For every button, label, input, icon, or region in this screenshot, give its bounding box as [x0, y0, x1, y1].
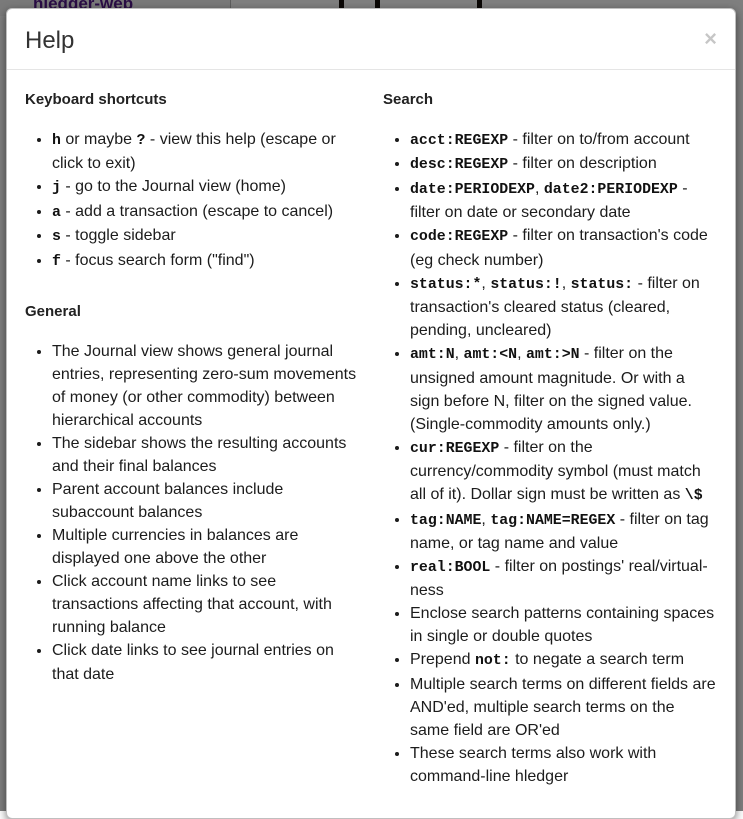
code-term: real:BOOL [410, 559, 491, 576]
code-term: status:! [490, 276, 562, 293]
code-term: h [52, 133, 61, 149]
code-term: date2:PERIODEXP [543, 181, 678, 198]
code-term: status: [570, 276, 634, 293]
help-item: • code:REGEXP - filter on transaction's code (eg check number) [410, 224, 717, 271]
help-modal [6, 8, 736, 819]
help-item: • These search terms also work with command-line hledger [410, 742, 717, 788]
section-search [383, 91, 717, 788]
help-item: • Click date links to see journal entries on that date [52, 639, 359, 685]
code-term: tag:NAME [410, 512, 482, 529]
help-item: • h or maybe ? - view this help (escape or click to exit) [52, 128, 359, 175]
help-item: • The Journal view shows general journal entries, representing zero-sum movements of money (or other commodity) between hierarchical accounts [52, 340, 359, 432]
code-term: f [52, 253, 61, 270]
code-term: amt:N [410, 347, 455, 364]
help-item: • Enclose search patterns containing spaces in single or double quotes [410, 602, 717, 648]
code-term: tag:NAME=REGEX [490, 512, 616, 529]
code-term: desc:REGEXP [410, 157, 509, 174]
keyboard-shortcuts-list [25, 128, 359, 273]
general-list [25, 340, 359, 685]
help-column-right [383, 91, 717, 788]
help-item: • real:BOOL - filter on postings' real/virtual-ness [410, 555, 717, 602]
code-term: amt:>N [525, 347, 580, 364]
help-item: • j - go to the Journal view (home) [52, 175, 359, 199]
search-list [383, 128, 717, 788]
help-item: • date:PERIODEXP, date2:PERIODEXP - filter on date or secondary date [410, 177, 717, 224]
code-term: acct:REGEXP [410, 133, 509, 149]
help-item: • Multiple currencies in balances are displayed one above the other [52, 524, 359, 570]
code-term: ? [136, 133, 146, 149]
code-term: not: [474, 653, 511, 670]
code-term: status:* [410, 276, 482, 293]
help-item: • Multiple search terms on different fields are AND'ed, multiple search terms on the same field are OR'ed [410, 673, 717, 742]
modal-title: Help [25, 27, 75, 54]
modal-header [7, 9, 735, 70]
code-term: \$ [684, 488, 703, 505]
help-item: • acct:REGEXP - filter on to/from account [410, 128, 717, 152]
help-item: • tag:NAME, tag:NAME=REGEX - filter on tag name, or tag name and value [410, 508, 717, 555]
help-item: • Parent account balances include subaccount balances [52, 478, 359, 524]
help-item: • s - toggle sidebar [52, 224, 359, 248]
code-term: s [52, 229, 61, 246]
section-heading: General [25, 303, 81, 321]
help-item: • amt:N, amt:<N, amt:>N - filter on the unsigned amount magnitude. Or with a sign before N, filter on the signed value. (Single-commodity amounts only.) [410, 342, 717, 436]
code-term: a [52, 204, 61, 221]
help-item: • f - focus search form ("find") [52, 249, 359, 273]
section-general [25, 303, 359, 685]
section-heading: Keyboard shortcuts [25, 91, 167, 108]
help-item: • Prepend not: to negate a search term [410, 648, 717, 672]
help-item: • status:*, status:!, status: - filter on transaction's cleared status (cleared, pending, uncleared) [410, 272, 717, 342]
help-item: • cur:REGEXP - filter on the currency/commodity symbol (must match all of it). Dollar sign must be written as \$ [410, 436, 717, 508]
help-item: • desc:REGEXP - filter on description [410, 152, 717, 176]
help-item: • Click account name links to see transactions affecting that account, with running balance [52, 570, 359, 639]
section-keyboard-shortcuts [25, 91, 359, 273]
code-term: amt:<N [463, 347, 518, 364]
help-item: • The sidebar shows the resulting accounts and their final balances [52, 432, 359, 478]
code-term: cur:REGEXP [410, 440, 500, 457]
help-item: • a - add a transaction (escape to cancel) [52, 200, 359, 224]
code-term: j [52, 180, 61, 197]
code-term: code:REGEXP [410, 229, 509, 246]
code-term: date:PERIODEXP [410, 181, 535, 198]
modal-body [7, 70, 735, 818]
close-button[interactable]: × [704, 26, 717, 51]
help-column-left [25, 91, 359, 788]
section-heading: Search [383, 91, 434, 108]
